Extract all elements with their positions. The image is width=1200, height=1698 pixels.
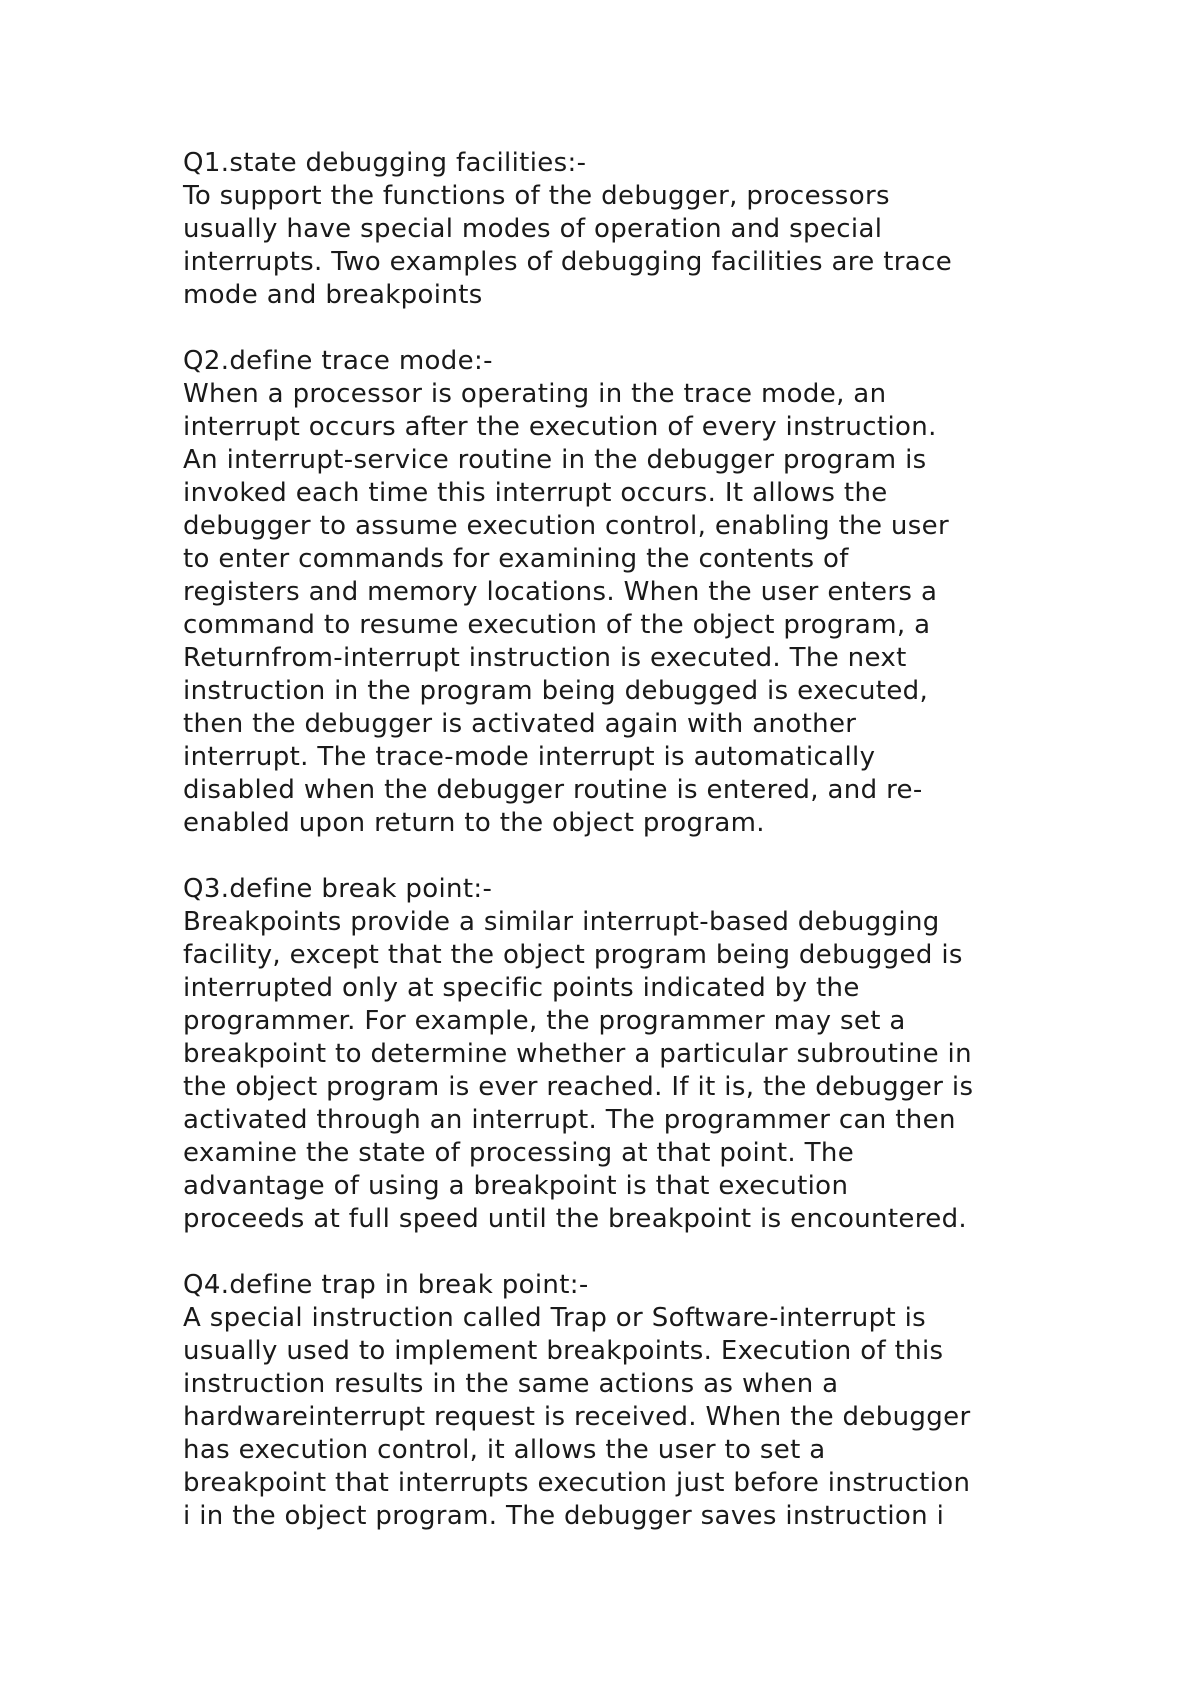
- body-line: programmer. For example, the programmer may set a: [183, 1006, 906, 1036]
- body-line: proceeds at full speed until the breakpoint is encountered.: [183, 1204, 968, 1234]
- section-heading: Q3.define break point:-: [183, 874, 493, 904]
- body-line: mode and breakpoints: [183, 280, 483, 310]
- body-line: enabled upon return to the object program.: [183, 808, 765, 838]
- body-line: activated through an interrupt. The programmer can then: [183, 1105, 956, 1135]
- body-line: examine the state of processing at that point. The: [183, 1138, 855, 1168]
- section-q2: [183, 345, 1063, 840]
- body-line: interrupt occurs after the execution of every instruction.: [183, 412, 937, 442]
- section-q3: [183, 873, 1063, 1236]
- body-line: advantage of using a breakpoint is that execution: [183, 1171, 849, 1201]
- body-line: Returnfrom-interrupt instruction is executed. The next: [183, 643, 907, 673]
- body-line: An interrupt-service routine in the debugger program is: [183, 445, 927, 475]
- body-line: Breakpoints provide a similar interrupt-based debugging: [183, 907, 940, 937]
- body-line: instruction in the program being debugged is executed,: [183, 676, 929, 706]
- body-line: hardwareinterrupt request is received. When the debugger: [183, 1402, 971, 1432]
- section-heading: Q4.define trap in break point:-: [183, 1270, 589, 1300]
- body-line: When a processor is operating in the trace mode, an: [183, 379, 887, 409]
- body-line: disabled when the debugger routine is entered, and re-: [183, 775, 923, 805]
- body-line: To support the functions of the debugger, processors: [183, 181, 890, 211]
- section-q1: [183, 147, 1063, 312]
- body-line: breakpoint to determine whether a particular subroutine in: [183, 1039, 972, 1069]
- body-line: facility, except that the object program being debugged is: [183, 940, 963, 970]
- body-line: the object program is ever reached. If it is, the debugger is: [183, 1072, 974, 1102]
- body-line: interrupt. The trace-mode interrupt is automatically: [183, 742, 876, 772]
- section-q4: [183, 1269, 1063, 1533]
- body-line: to enter commands for examining the contents of: [183, 544, 849, 574]
- body-line: usually have special modes of operation and special: [183, 214, 883, 244]
- body-line: instruction results in the same actions as when a: [183, 1369, 839, 1399]
- body-line: interrupted only at specific points indicated by the: [183, 973, 860, 1003]
- body-line: i in the object program. The debugger saves instruction i: [183, 1501, 945, 1531]
- body-line: invoked each time this interrupt occurs. It allows the: [183, 478, 888, 508]
- body-line: usually used to implement breakpoints. Execution of this: [183, 1336, 944, 1366]
- body-line: A special instruction called Trap or Software-interrupt is: [183, 1303, 927, 1333]
- body-line: has execution control, it allows the user to set a: [183, 1435, 826, 1465]
- body-line: debugger to assume execution control, enabling the user: [183, 511, 950, 541]
- body-line: breakpoint that interrupts execution just before instruction: [183, 1468, 971, 1498]
- body-line: command to resume execution of the object program, a: [183, 610, 931, 640]
- section-heading: Q2.define trace mode:-: [183, 346, 493, 376]
- section-heading: Q1.state debugging facilities:-: [183, 148, 587, 178]
- body-line: then the debugger is activated again with another: [183, 709, 857, 739]
- body-line: interrupts. Two examples of debugging facilities are trace: [183, 247, 953, 277]
- document-body: [183, 147, 1063, 1566]
- body-line: registers and memory locations. When the user enters a: [183, 577, 938, 607]
